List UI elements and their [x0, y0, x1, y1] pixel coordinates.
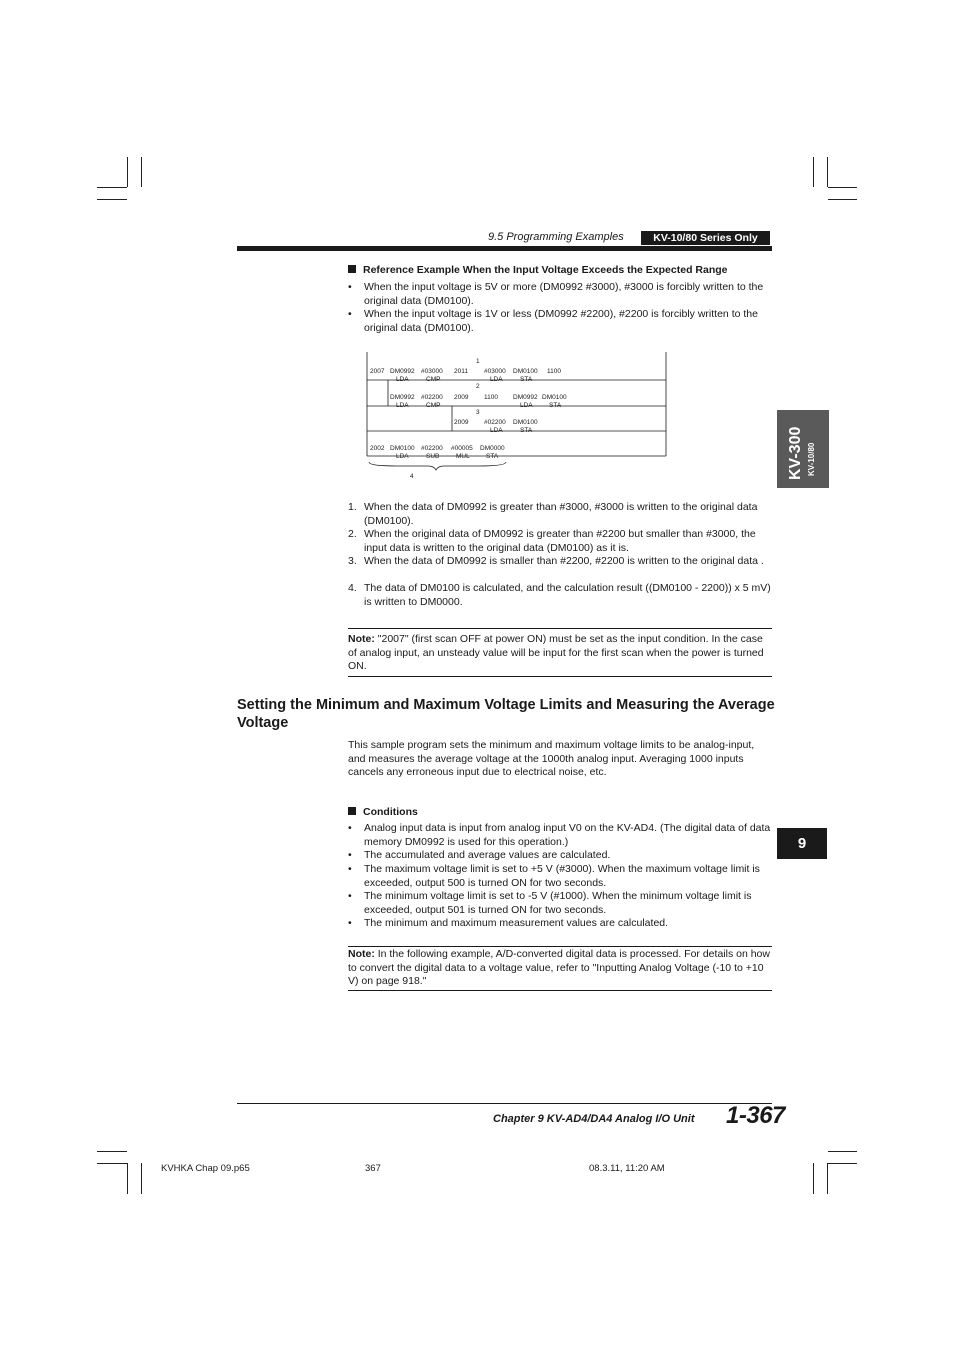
rung1-contact1: 2007 — [370, 368, 385, 375]
square-bullet-icon — [348, 265, 356, 273]
crop-mark — [813, 1163, 814, 1194]
rung1-fn3: LDA — [490, 376, 503, 383]
side-tab-kv300 — [777, 410, 829, 488]
crop-mark — [828, 199, 857, 200]
rung2-marker: 2 — [476, 383, 480, 390]
crop-mark — [97, 1163, 127, 1164]
rung3-fn2: STA — [520, 427, 533, 434]
rung4-op2: #02200 — [421, 445, 443, 452]
rung1-op2: #03000 — [421, 368, 443, 375]
side-tab-sub: KV-10/80 — [807, 442, 816, 476]
footer-rule — [237, 1103, 772, 1104]
conditions-heading: Conditions — [348, 806, 648, 820]
rung1-fn2: CMP — [426, 376, 441, 383]
rung3-marker: 3 — [476, 409, 480, 416]
slug-page: 367 — [365, 1163, 381, 1174]
crop-mark — [97, 187, 127, 188]
rung2-contact1: 2009 — [454, 394, 469, 401]
rung2-fn1: LDA — [396, 402, 409, 409]
rung4-op3: #00005 — [451, 445, 473, 452]
note-bottom-rule — [348, 676, 772, 677]
section-title: Setting the Minimum and Maximum Voltage Limits and Measuring the Average Voltage — [237, 697, 775, 731]
note-top-rule — [348, 628, 772, 629]
side-tab-main: KV-300 — [787, 426, 804, 480]
note-digital-data: Note: In the following example, A/D-converted digital data is processed. For details on how to convert the digital data to a voltage value, refer to "Inputting Analog Voltage (-10 to +10 V) on page 918." — [348, 948, 770, 987]
rung2-fn2: CMP — [426, 402, 441, 409]
note-top-rule — [348, 946, 772, 947]
rung2-fn4: STA — [549, 402, 562, 409]
crop-mark — [127, 157, 128, 187]
rung4-fn4: STA — [486, 453, 499, 460]
crop-mark — [813, 157, 814, 187]
rung1-contact2: 2011 — [454, 368, 468, 375]
rung2-fn3: LDA — [520, 402, 533, 409]
running-header-section: 9.5 Programming Examples — [488, 231, 624, 243]
rung1-fn4: STA — [520, 376, 533, 383]
rung3-op2: DM0100 — [513, 419, 538, 426]
rung4-fn1: LDA — [396, 453, 409, 460]
rung2-contact2: 1100 — [484, 394, 498, 401]
rung4-op4: DM0000 — [480, 445, 505, 452]
crop-mark — [827, 1163, 828, 1194]
chapter-tab: 9 — [777, 828, 827, 859]
rung4-contact1: 2002 — [370, 445, 385, 452]
rung4-fn2: SUB — [426, 453, 440, 460]
crop-mark — [141, 157, 142, 187]
rung1-marker: 1 — [476, 358, 480, 365]
crop-mark — [827, 157, 828, 187]
crop-mark — [828, 187, 857, 188]
crop-mark — [141, 1163, 142, 1194]
rung1-coil: 1100 — [547, 368, 561, 375]
rung1-op1: DM0992 — [390, 368, 415, 375]
rung4-marker: 4 — [410, 473, 414, 480]
series-badge: KV-10/80 Series Only — [641, 231, 770, 245]
footer-chapter: Chapter 9 KV-AD4/DA4 Analog I/O Unit — [493, 1113, 695, 1125]
rung2-op3: DM0992 — [513, 394, 538, 401]
crop-mark — [828, 1151, 857, 1152]
square-bullet-icon — [348, 807, 356, 815]
rung1-op3: #03000 — [484, 368, 506, 375]
rung2-op4: DM0100 — [542, 394, 567, 401]
rung4-op1: DM0100 — [390, 445, 415, 452]
crop-mark — [127, 1163, 128, 1194]
rung3-op1: #02200 — [484, 419, 506, 426]
note-bottom-rule — [348, 990, 772, 991]
slug-timestamp: 08.3.11, 11:20 AM — [589, 1163, 665, 1174]
page-number: 1-367 — [726, 1102, 785, 1129]
ladder-diagram — [366, 352, 670, 484]
crop-mark — [97, 1151, 127, 1152]
rung1-fn1: LDA — [396, 376, 409, 383]
header-rule — [237, 246, 772, 251]
rung1-op4: DM0100 — [513, 368, 538, 375]
crop-mark — [97, 199, 127, 200]
rung2-op2: #02200 — [421, 394, 443, 401]
rung4-fn3: MUL — [456, 453, 470, 460]
rung3-contact1: 2009 — [454, 419, 469, 426]
crop-mark — [828, 1163, 857, 1164]
side-tab-label — [779, 418, 819, 482]
rung2-op1: DM0992 — [390, 394, 415, 401]
rung3-fn1: LDA — [490, 427, 503, 434]
reference-heading: Reference Example When the Input Voltage Exceeds the Expected Range — [348, 264, 778, 278]
section-intro: This sample program sets the minimum and maximum voltage limits to be analog-input, and measures the average voltage at the 1000th analog input. Averaging 1000 inputs cancels any erroneous input due to electrical noise, etc. — [348, 739, 755, 778]
slug-file: KVHKA Chap 09.p65 — [161, 1163, 250, 1174]
note-first-scan: Note: "2007" (first scan OFF at power ON) must be set as the input condition. In the case of analog input, an unsteady value will be input for the first scan when the power is turned ON. — [348, 633, 764, 672]
